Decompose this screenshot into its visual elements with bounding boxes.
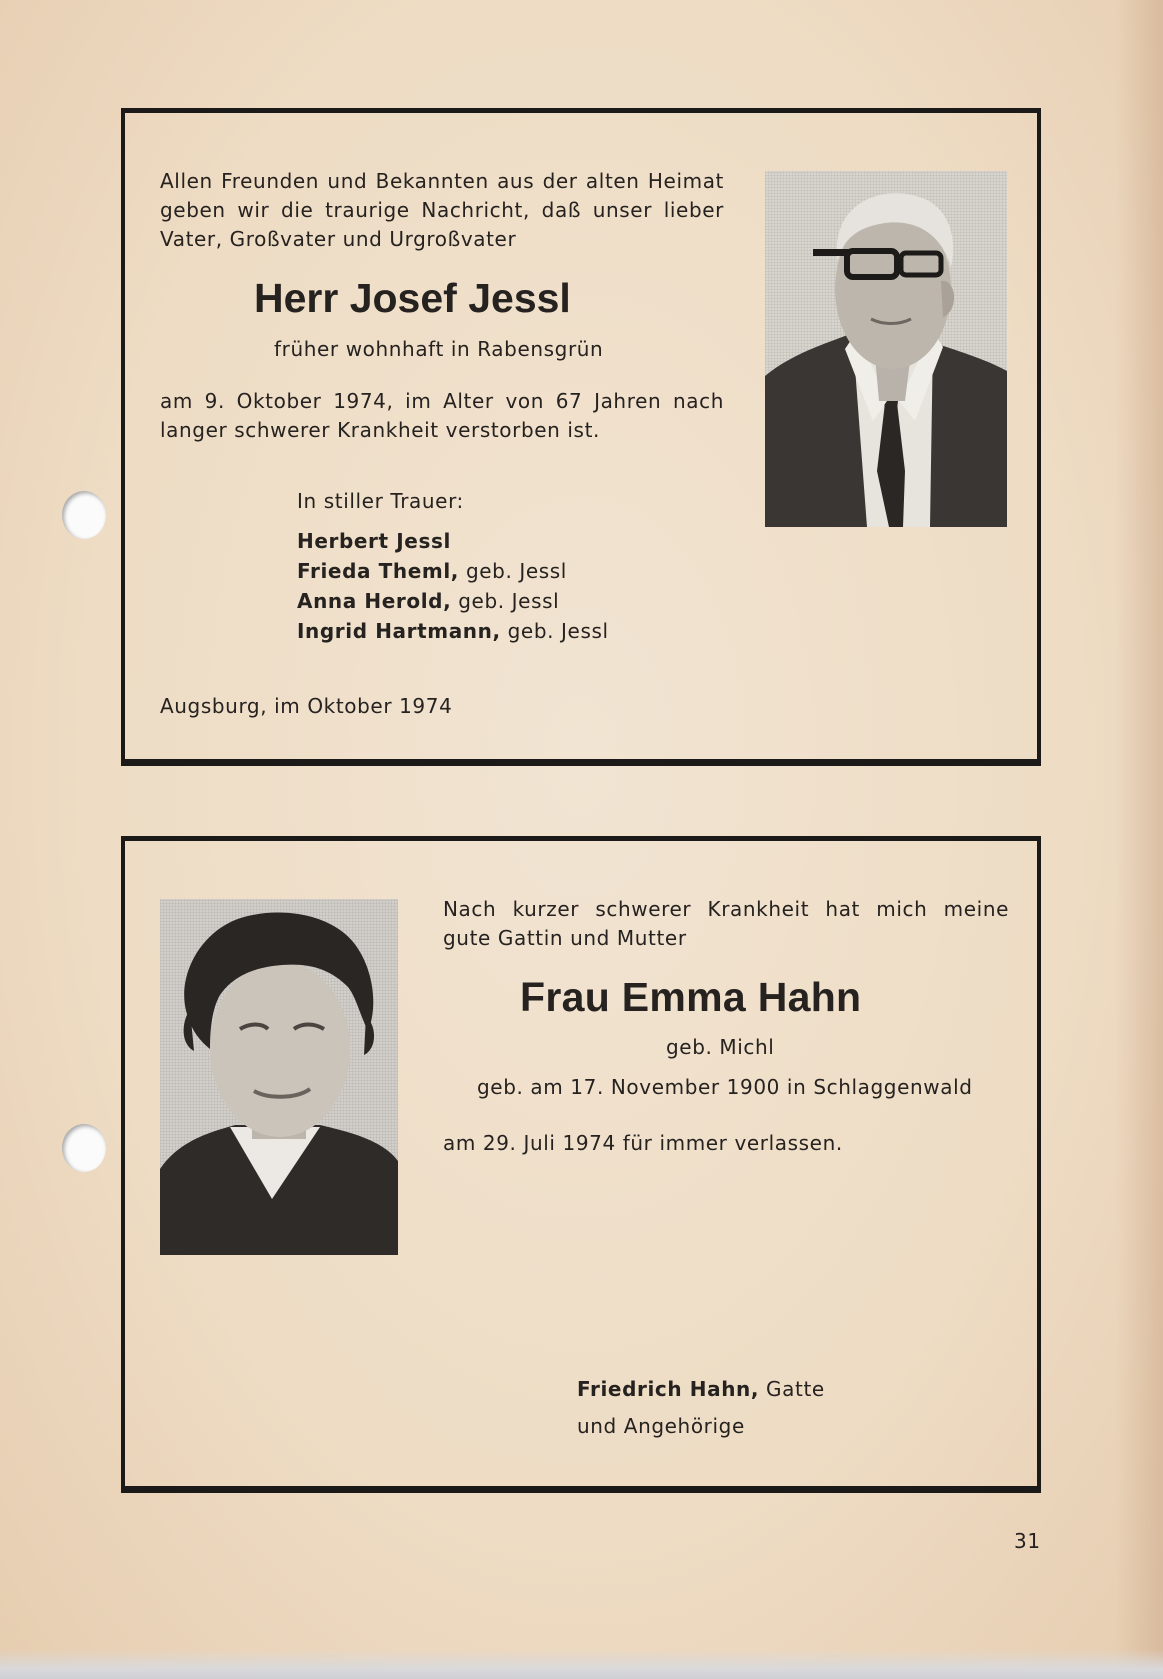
- deceased-name: Frau Emma Hahn: [520, 974, 862, 1020]
- death-details: am 29. Juli 1974 für immer verlassen.: [443, 1131, 843, 1155]
- intro-line-3: Vater, Großvater und Urgroßvater: [160, 227, 517, 251]
- obituary-notice-josef-jessl: [121, 108, 1041, 766]
- former-residence: früher wohnhaft in Rabensgrün: [274, 337, 604, 361]
- intro-line-2: geben wir die traurige Nachricht, daß unser lieber: [160, 198, 724, 222]
- mourner-name: Frieda Theml, geb. Jessl: [297, 559, 567, 583]
- intro-line-2: gute Gattin und Mutter: [443, 926, 687, 950]
- portrait-photo-woman: [160, 899, 398, 1255]
- maiden-name: geb. Michl: [666, 1035, 775, 1059]
- birth-details: geb. am 17. November 1900 in Schlaggenwald: [477, 1075, 973, 1099]
- intro-line-1: Allen Freunden und Bekannten aus der alten Heimat: [160, 169, 724, 193]
- death-line-2: langer schwerer Krankheit verstorben ist.: [160, 418, 600, 442]
- mourner-name: Anna Herold, geb. Jessl: [297, 589, 560, 613]
- punch-hole-bottom: [62, 1124, 106, 1172]
- portrait-photo-man: [765, 171, 1007, 527]
- obituary-notice-emma-hahn: [121, 836, 1041, 1493]
- scanner-bed-strip: [0, 1649, 1163, 1679]
- mourner-name: Herbert Jessl: [297, 529, 451, 553]
- signer-line-1: Friedrich Hahn, Gatte: [577, 1377, 825, 1401]
- punch-hole-top: [62, 491, 106, 539]
- death-line-1: am 9. Oktober 1974, im Alter von 67 Jahren nach: [160, 389, 724, 413]
- deceased-name: Herr Josef Jessl: [254, 275, 571, 321]
- page-edge-shadow: [1115, 0, 1163, 1679]
- signer-line-2: und Angehörige: [577, 1414, 745, 1438]
- intro-line-1: Nach kurzer schwerer Krankheit hat mich meine: [443, 897, 1009, 921]
- place-and-date: Augsburg, im Oktober 1974: [160, 694, 453, 718]
- mourning-heading: In stiller Trauer:: [297, 489, 464, 513]
- mourner-name: Ingrid Hartmann, geb. Jessl: [297, 619, 609, 643]
- page-number: 31: [1014, 1529, 1041, 1553]
